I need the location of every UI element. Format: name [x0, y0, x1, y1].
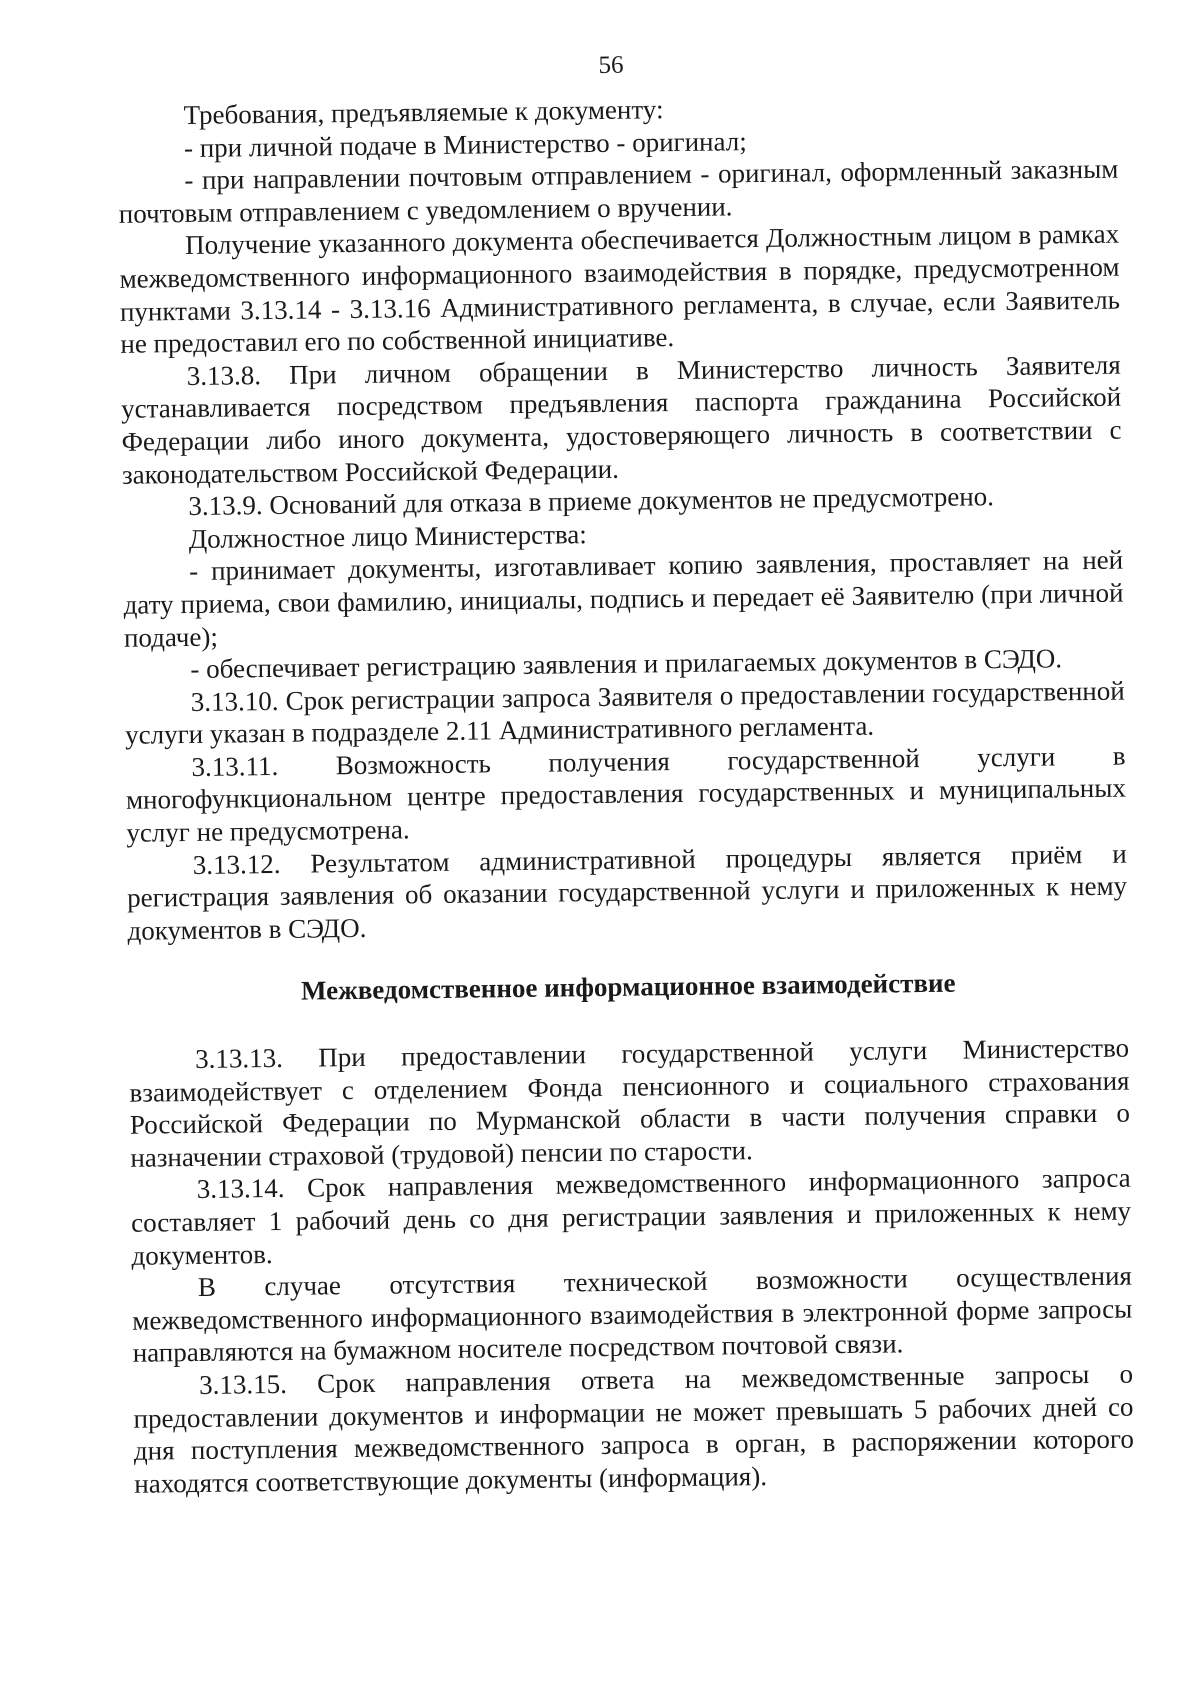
paragraph-personal-submission: - при личной подаче в Министерство - оригинал;: [183, 125, 747, 163]
paragraph-accepts-documents: - принимает документы, изготавливает копию заявления, проставляет на ней дату приема, свои фамилию, инициалы, подпись и передает её Заявителю (при личной подаче);: [123, 544, 1124, 653]
section-heading: Межведомственное информационное взаимодействие: [300, 968, 956, 1007]
paragraph-3-13-10: 3.13.10. Срок регистрации запроса Заявителя о предоставлении государственной услуги указан в подразделе 2.11 Административного регламента.: [124, 675, 1125, 751]
paragraph-3-13-12: 3.13.12. Результатом административной процедуры является приём и регистрация заявления об оказании государственной услуги и приложенных к нему документов в СЭДО.: [126, 838, 1128, 946]
paragraph-3-13-13: 3.13.13. При предоставлении государственной услуги Министерство взаимодействует с отделением Фонда пенсионного и социального страхования Российской Федерации по Мурманской области в части получения справки о назначении страховой (трудовой) пенсии по старости.: [129, 1032, 1131, 1173]
paragraph-3-13-11: 3.13.11. Возможность получения государственной услуги в многофункциональном центре предоставления государственных и муниципальных услуг не предусмотрена.: [125, 740, 1127, 848]
paragraph-postal-submission: - при направлении почтовым отправлением - оригинал, оформленный заказным почтовым отправлением с уведомлением о вручении.: [118, 153, 1119, 229]
page-number: 56: [598, 51, 624, 79]
paragraph-requirements-intro: Требования, предъявляемые к документу:: [183, 94, 664, 131]
paragraph-3-13-14: 3.13.14. Срок направления межведомственного информационного запроса составляет 1 рабочий день со дня регистрации заявления и приложенных к нему документов.: [130, 1162, 1132, 1271]
paragraph-document-receipt: Получение указанного документа обеспечивается Должностным лицом в рамках межведомственного информационного взаимодействия в порядке, предусмотренном пунктами 3.13.14 - 3.13.16 Административного регламента, в случае, если Заявитель не предоставил его по собственной инициативе.: [119, 218, 1121, 359]
paragraph-3-13-8: 3.13.8. При личном обращении в Министерство личность Заявителя устанавливается посредством предъявления паспорта гражданина Российской Федерации либо иного документа, удостоверяющего личность в соответствии с законодательством Российской Федерации.: [121, 349, 1122, 490]
paragraph-3-13-9: 3.13.9. Оснований для отказа в приеме документов не предусмотрено.: [188, 481, 995, 522]
document-body: [117, 88, 1134, 1500]
paragraph-registration: - обеспечивает регистрацию заявления и прилагаемых документов в СЭДО.: [190, 643, 1063, 685]
paragraph-official-intro: Должностное лицо Министерства:: [188, 518, 587, 554]
paragraph-3-13-15: 3.13.15. Срок направления ответа на межведомственные запросы о предоставлении документов и информации не может превышать 5 рабочих дней со дня поступления межведомственного запроса в орган, в распоряжении которого находятся соответствующие документы (информация).: [133, 1358, 1135, 1499]
paragraph-technical-absence: В случае отсутствия технической возможности осуществления межведомственного информационного взаимодействия в электронной форме запросы направляются на бумажном носителе посредством почтовой связи.: [132, 1260, 1133, 1369]
